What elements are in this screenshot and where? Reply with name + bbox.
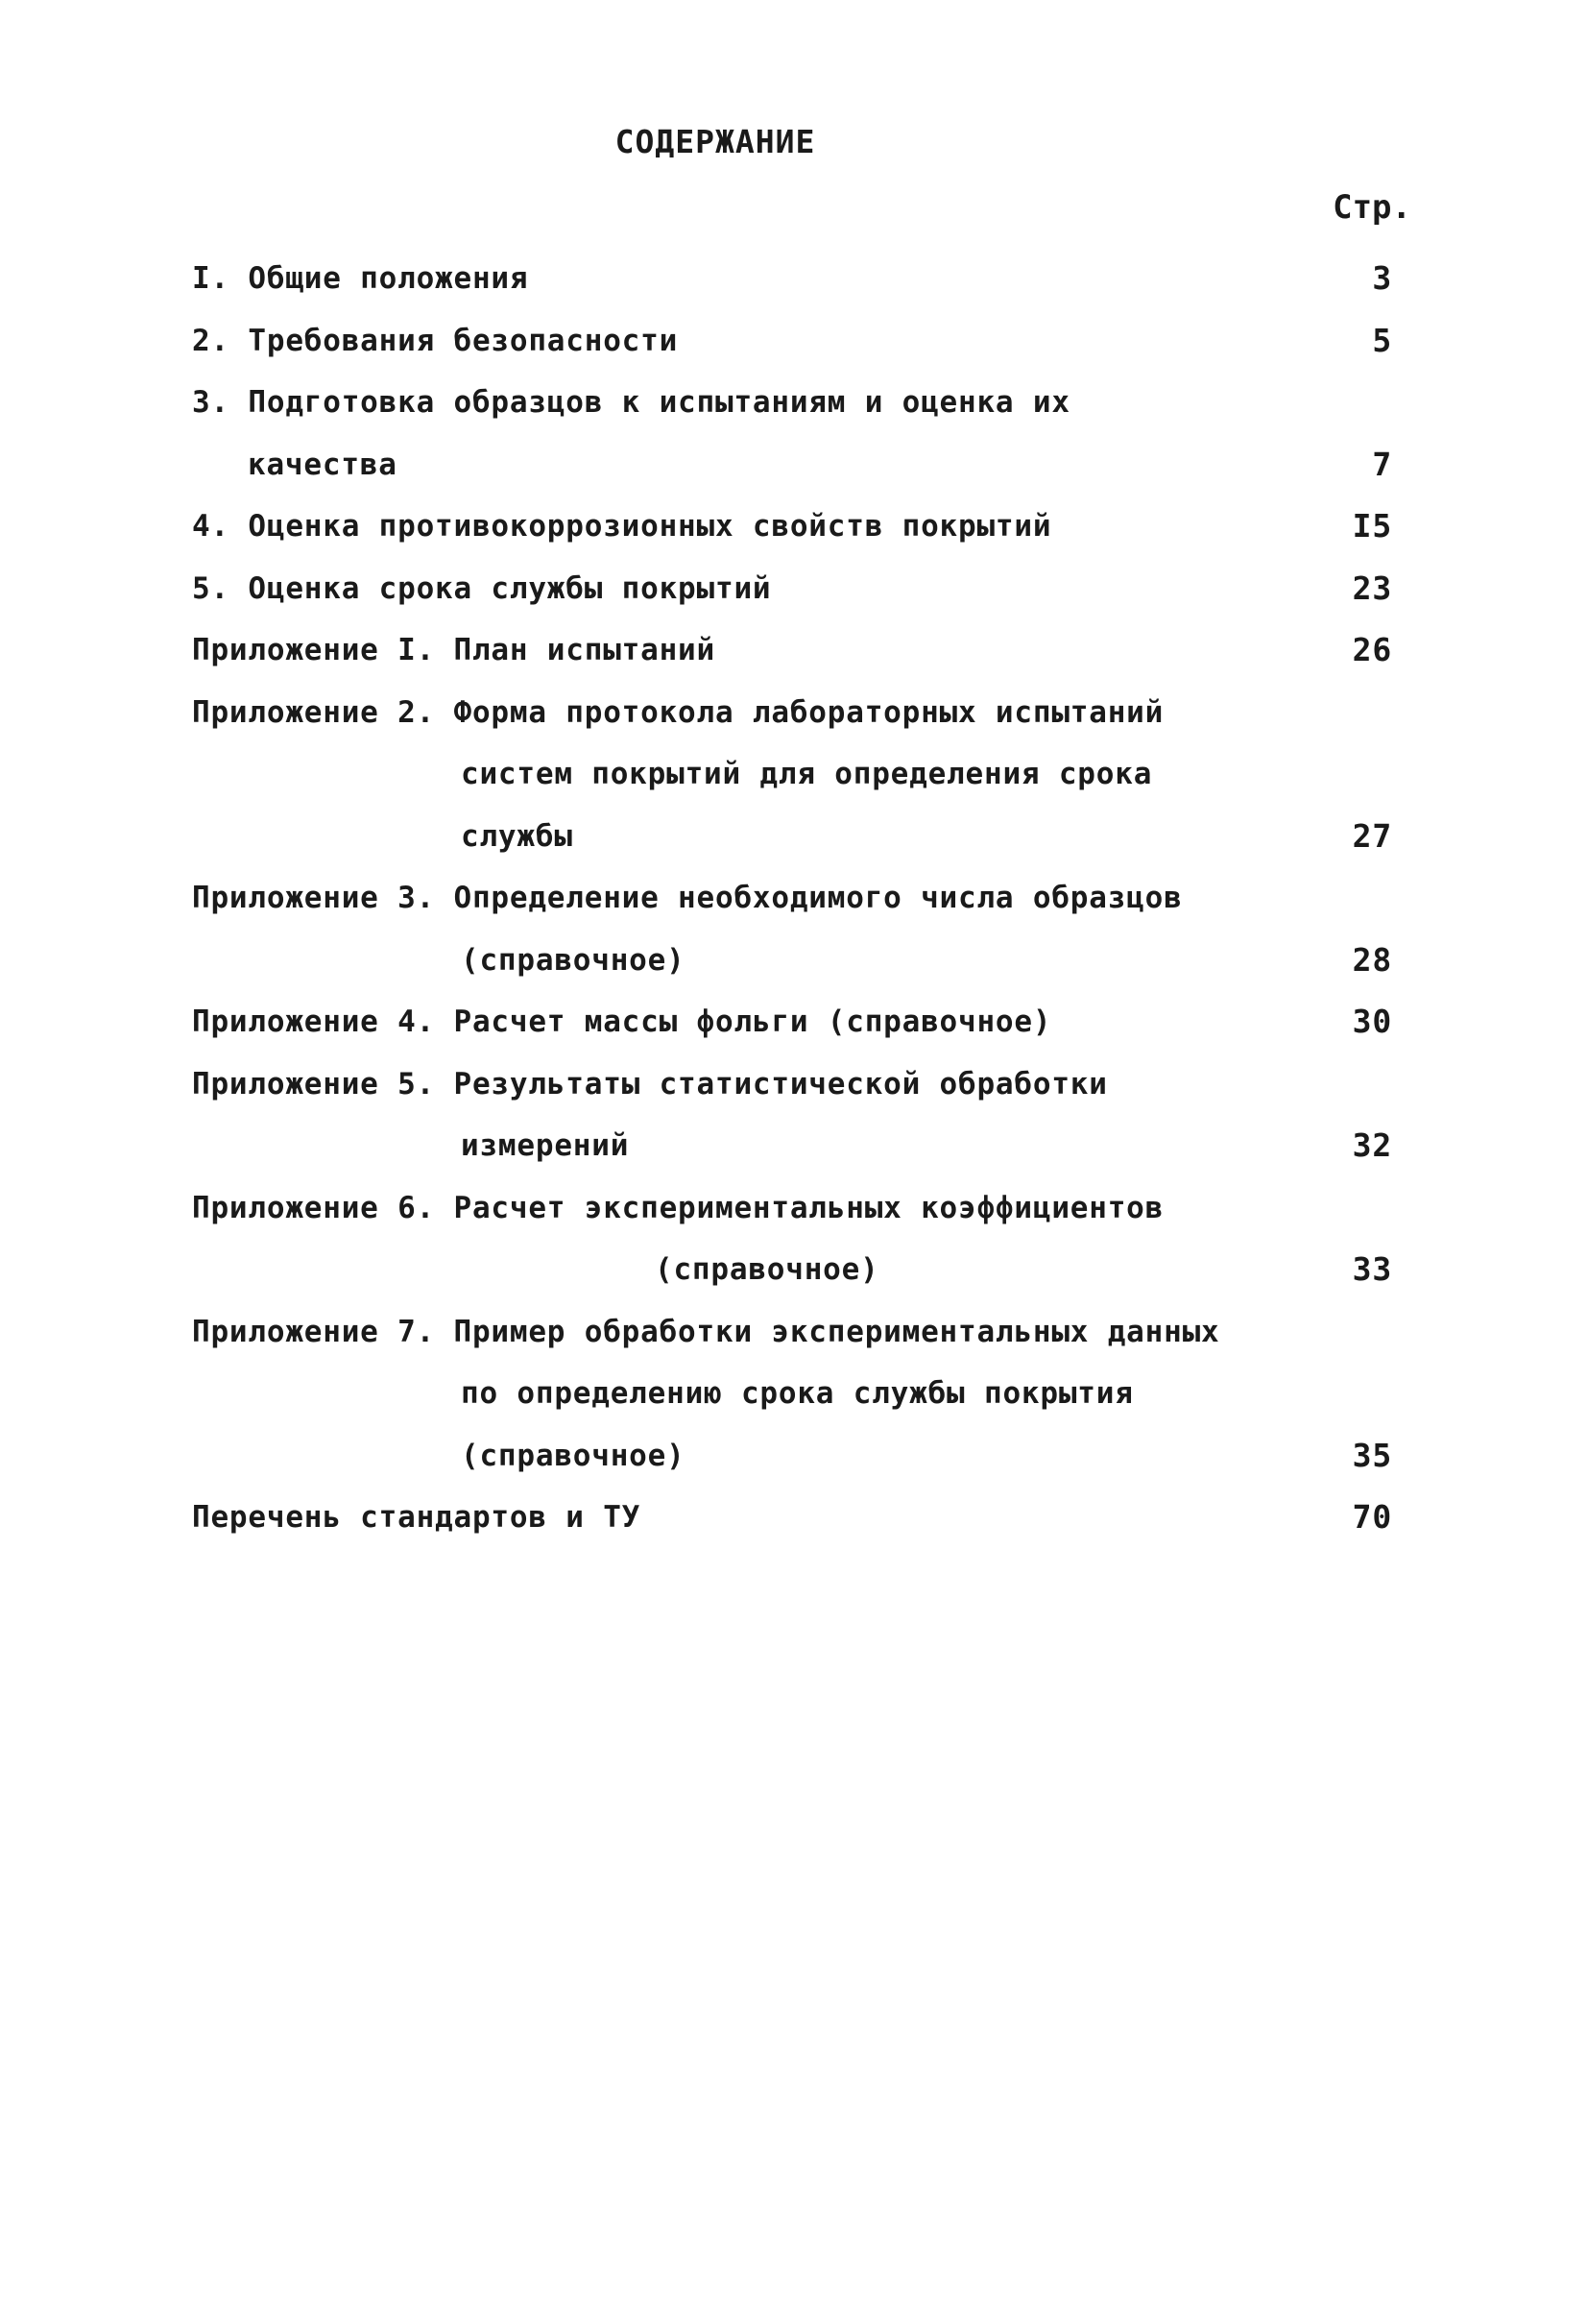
toc-entry-text: 4. Оценка противокоррозионных свойств покрытий (192, 509, 1052, 544)
toc-entry-page-number: 35 (1352, 1436, 1392, 1474)
toc-entry (192, 682, 1392, 744)
toc-entry-text: I. Общие положения (192, 261, 529, 296)
toc-entry-text: службы (461, 818, 573, 854)
table-of-contents (192, 248, 1392, 1549)
toc-entry-text: Приложение 5. Результаты статистической обработки (192, 1066, 1108, 1101)
toc-entry-page-number: I5 (1352, 507, 1392, 545)
toc-entry (192, 1239, 1392, 1301)
toc-entry-text: систем покрытий для определения срока (461, 757, 1153, 791)
toc-entry-page-number: 32 (1352, 1126, 1392, 1164)
toc-entry (192, 806, 1392, 868)
toc-entry-page-number: 7 (1372, 445, 1392, 483)
toc-entry (192, 619, 1392, 682)
toc-entry-page-number: 28 (1352, 940, 1392, 979)
toc-entry (192, 1301, 1392, 1364)
toc-entry-text: по определению срока службы покрытия (461, 1376, 1134, 1411)
toc-entry-text: Приложение 3. Определение необходимого числа образцов (192, 881, 1183, 915)
toc-entry (192, 1177, 1392, 1240)
toc-entry (192, 743, 1392, 806)
toc-entry-text: Приложение 7. Пример обработки экспериментальных данных (192, 1314, 1220, 1349)
toc-entry (192, 1363, 1392, 1425)
toc-entry-page-number: 26 (1352, 631, 1392, 668)
toc-entry (192, 930, 1392, 992)
toc-entry (192, 310, 1392, 373)
toc-entry-text: (справочное) (461, 1438, 685, 1473)
page-title: СОДЕРЖАНИЕ (614, 123, 816, 160)
toc-entry (192, 867, 1392, 930)
toc-entry-page-number: 5 (1372, 321, 1392, 359)
toc-entry-text: Приложение 2. Форма протокола лабораторных испытаний (192, 694, 1165, 730)
toc-entry (192, 434, 1392, 496)
toc-entry-text: (справочное) (461, 942, 685, 978)
toc-entry-text: измерений (461, 1128, 630, 1163)
toc-entry-text: Приложение I. План испытаний (192, 633, 715, 667)
toc-entry (192, 248, 1392, 310)
toc-entry-text: (справочное) (655, 1252, 879, 1287)
toc-entry-text: 5. Оценка срока службы покрытий (192, 570, 772, 606)
toc-entry-text: Приложение 6. Расчет экспериментальных коэффициентов (192, 1190, 1165, 1225)
toc-entry-text: Перечень стандартов и ТУ (192, 1500, 641, 1535)
toc-entry (192, 1115, 1392, 1177)
toc-entry-page-number: 23 (1352, 569, 1392, 607)
toc-entry-page-number: 3 (1372, 259, 1392, 297)
toc-entry-page-number: 27 (1352, 816, 1392, 855)
toc-entry-text: 3. Подготовка образцов к испытаниям и оценка их (192, 385, 1070, 420)
toc-entry-page-number: 33 (1352, 1250, 1392, 1288)
toc-entry (192, 558, 1392, 620)
page-column-header: Стр. (1333, 188, 1411, 227)
toc-entry-text: качества (248, 447, 397, 482)
toc-entry-text: 2. Требования безопасности (192, 323, 679, 358)
toc-entry (192, 372, 1392, 434)
toc-entry (192, 991, 1392, 1053)
toc-entry (192, 496, 1392, 558)
toc-entry (192, 1053, 1392, 1116)
toc-entry (192, 1425, 1392, 1488)
toc-entry (192, 1487, 1392, 1549)
toc-entry-page-number: 30 (1352, 1003, 1392, 1040)
toc-entry-text: Приложение 4. Расчет массы фольги (справочное) (192, 1005, 1052, 1039)
toc-entry-page-number: 70 (1352, 1498, 1392, 1536)
